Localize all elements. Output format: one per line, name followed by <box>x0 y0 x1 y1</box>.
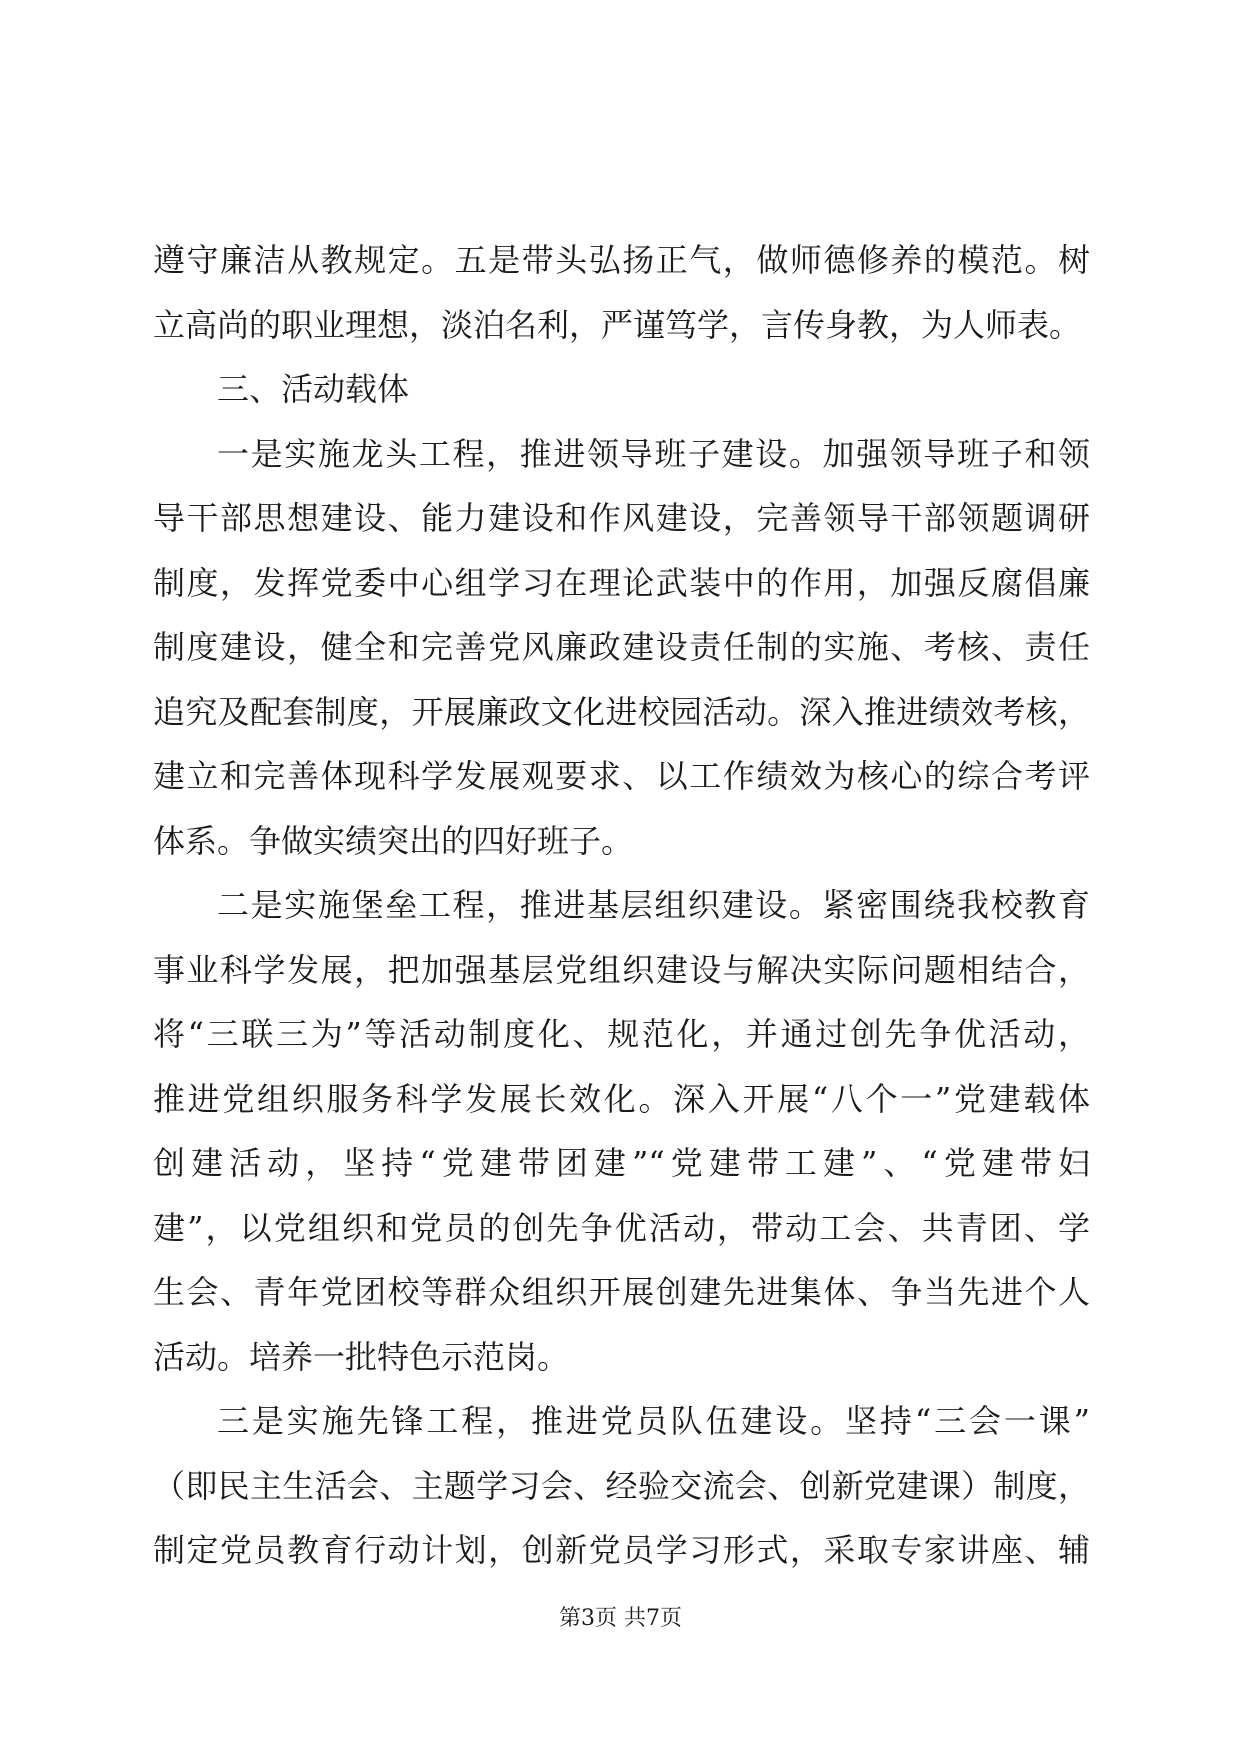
text-line: 生会、青年党团校等群众组织开展创建先进集体、争当先进个人 <box>153 1273 1090 1311</box>
text-line: 活动。培养一批特色示范岗。 <box>153 1337 570 1376</box>
text-line: 创建活动，坚持“党建带团建”“党建带工建”、“党建带妇 <box>153 1144 1090 1182</box>
text-line: 制度，发挥党委中心组学习在理论武装中的作用，加强反腐倡廉 <box>153 563 1090 602</box>
text-line: 事业科学发展，把加强基层党组织建设与解决实际问题相结合， <box>153 950 1090 989</box>
text-line: 三是实施先锋工程，推进党员队伍建设。坚持“三会一课” <box>217 1402 1090 1440</box>
text-line: 制度建设，健全和完善党风廉政建设责任制的实施、考核、责任 <box>153 628 1090 666</box>
text-line: 一是实施龙头工程，推进领导班子建设。加强领导班子和领 <box>217 434 1090 473</box>
body-text <box>153 228 1090 1583</box>
text-line: 体系。争做实绩突出的四好班子。 <box>153 821 634 860</box>
text-line: 遵守廉洁从教规定。五是带头弘扬正气，做师德修养的模范。树 <box>153 241 1090 279</box>
text-line: 三、活动载体 <box>217 370 410 408</box>
text-line: 制定党员教育行动计划，创新党员学习形式，采取专家讲座、辅 <box>153 1531 1090 1569</box>
text-line: 导干部思想建设、能力建设和作风建设，完善领导干部领题调研 <box>153 499 1090 537</box>
text-line: 建”，以党组织和党员的创先争优活动，带动工会、共青团、学 <box>153 1208 1090 1247</box>
text-line: 将“三联三为”等活动制度化、规范化，并通过创先争优活动， <box>153 1015 1090 1053</box>
text-line: 追究及配套制度，开展廉政文化进校园活动。深入推进绩效考核， <box>153 692 1090 731</box>
text-line: （即民主生活会、主题学习会、经验交流会、创新党建课）制度， <box>153 1466 1090 1505</box>
page-footer: 第3页 共7页 <box>559 1606 682 1631</box>
text-line: 推进党组织服务科学发展长效化。深入开展“八个一”党建载体 <box>153 1079 1090 1118</box>
text-line: 建立和完善体现科学发展观要求、以工作绩效为核心的综合考评 <box>153 757 1090 795</box>
text-line: 二是实施堡垒工程，推进基层组织建设。紧密围绕我校教育 <box>217 886 1090 924</box>
text-line: 立高尚的职业理想，淡泊名利，严谨笃学，言传身教，为人师表。 <box>153 305 1082 344</box>
